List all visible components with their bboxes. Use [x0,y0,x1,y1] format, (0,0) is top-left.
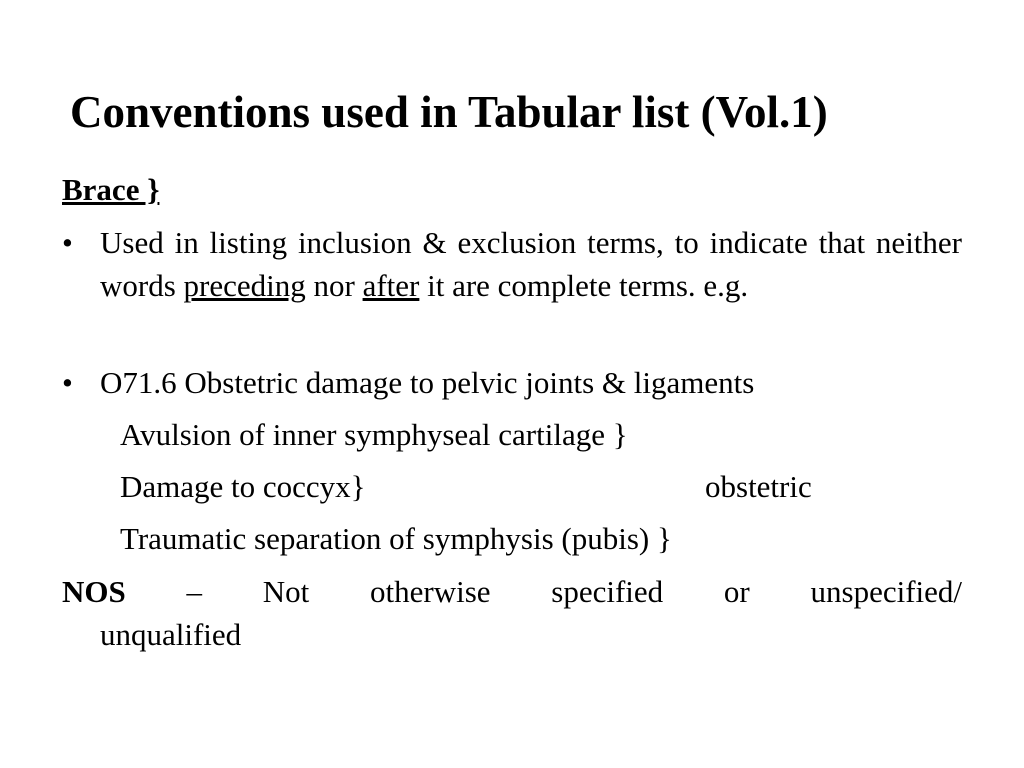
example-line-traumatic: Traumatic separation of symphysis (pubis) } [120,521,672,556]
bullet-text-part: it are complete terms. e.g. [419,268,749,303]
nos-word: Not [262,574,310,609]
underlined-preceding: preceding [183,268,306,303]
example-line-coccyx: Damage to coccyx} [120,469,366,504]
nos-definition [62,570,962,656]
nos-word: otherwise [370,574,491,609]
nos-word: or [723,574,750,609]
underlined-after: after [362,268,420,303]
nos-word: specified [551,574,664,609]
example-qualifier-obstetric: obstetric [705,469,812,504]
nos-definition-line1 [62,570,962,613]
bullet-brace-usage-text [100,221,962,307]
bullet-example-code [62,361,962,404]
brace-heading: Brace } [62,172,160,207]
nos-word: unspecified/ [810,574,963,609]
bullet-dot-icon: • [62,365,73,400]
nos-term: NOS [62,574,126,609]
nos-word: – [186,574,202,609]
bullet-text-part: Used in listing inclusion & exclusion terms, to indicate that neither words [100,225,962,303]
bullet-dot-icon: • [62,225,73,260]
nos-definition-line2: unqualified [100,617,242,652]
slide-title: Conventions used in Tabular list (Vol.1) [70,87,828,137]
bullet-text-part: nor [305,268,363,303]
example-line-avulsion: Avulsion of inner symphyseal cartilage } [120,417,628,452]
bullet-brace-usage [62,221,962,307]
bullet-example-code-text: O71.6 Obstetric damage to pelvic joints & ligaments [100,365,755,400]
